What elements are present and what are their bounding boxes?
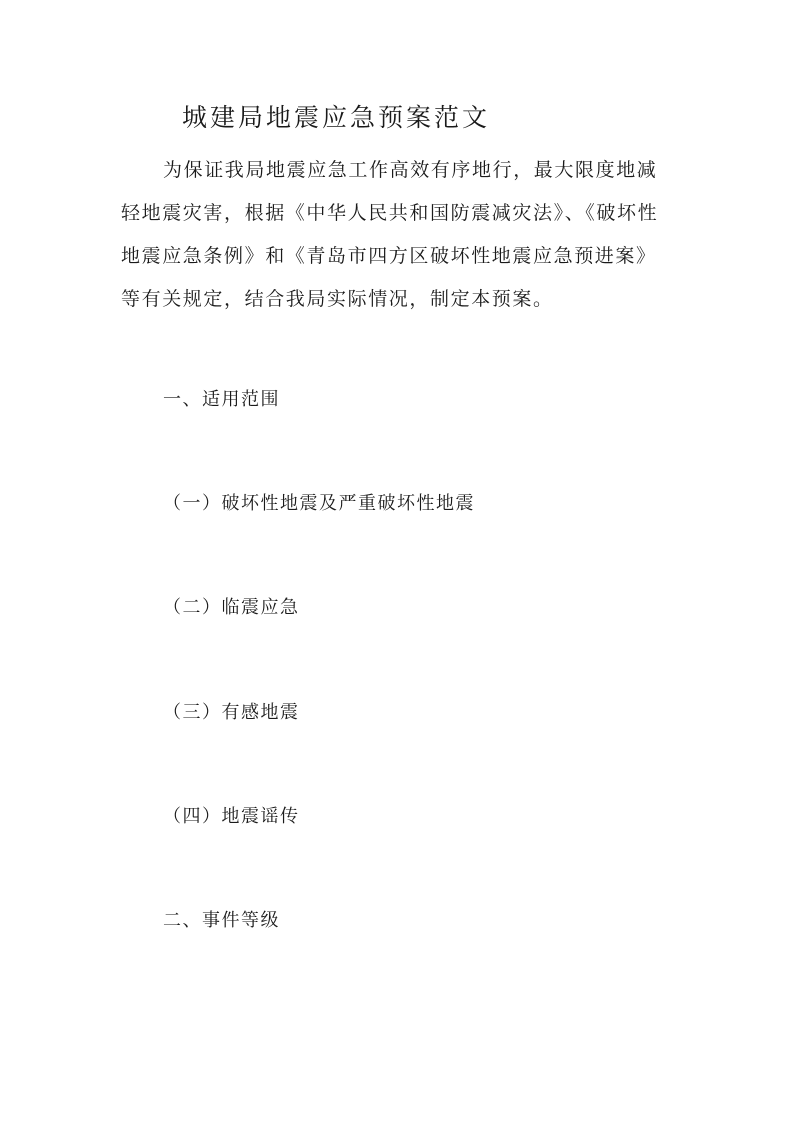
document-title: 城建局地震应急预案范文 [182, 103, 491, 132]
intro-line-3: 地震应急条例》和《青岛市四方区破坏性地震应急预进案》 [121, 245, 657, 267]
intro-line-2: 轻地震灾害，根据《中华人民共和国防震减灾法》、《破坏性 [121, 202, 659, 224]
subsection-imminent-quake: （二）临震应急 [163, 597, 300, 618]
subsection-earthquake-rumor: （四）地震谣传 [163, 806, 300, 827]
section-heading-scope: 一、适用范围 [163, 389, 280, 410]
intro-line-1: 为保证我局地震应急工作高效有序地行，最大限度地减 [163, 159, 658, 181]
section-heading-event-level: 二、事件等级 [163, 910, 280, 931]
subsection-destructive-earthquake: （一）破坏性地震及严重破坏性地震 [163, 493, 475, 514]
subsection-felt-earthquake: （三）有感地震 [163, 702, 300, 723]
intro-line-4: 等有关规定，结合我局实际情况，制定本预案。 [121, 288, 554, 310]
